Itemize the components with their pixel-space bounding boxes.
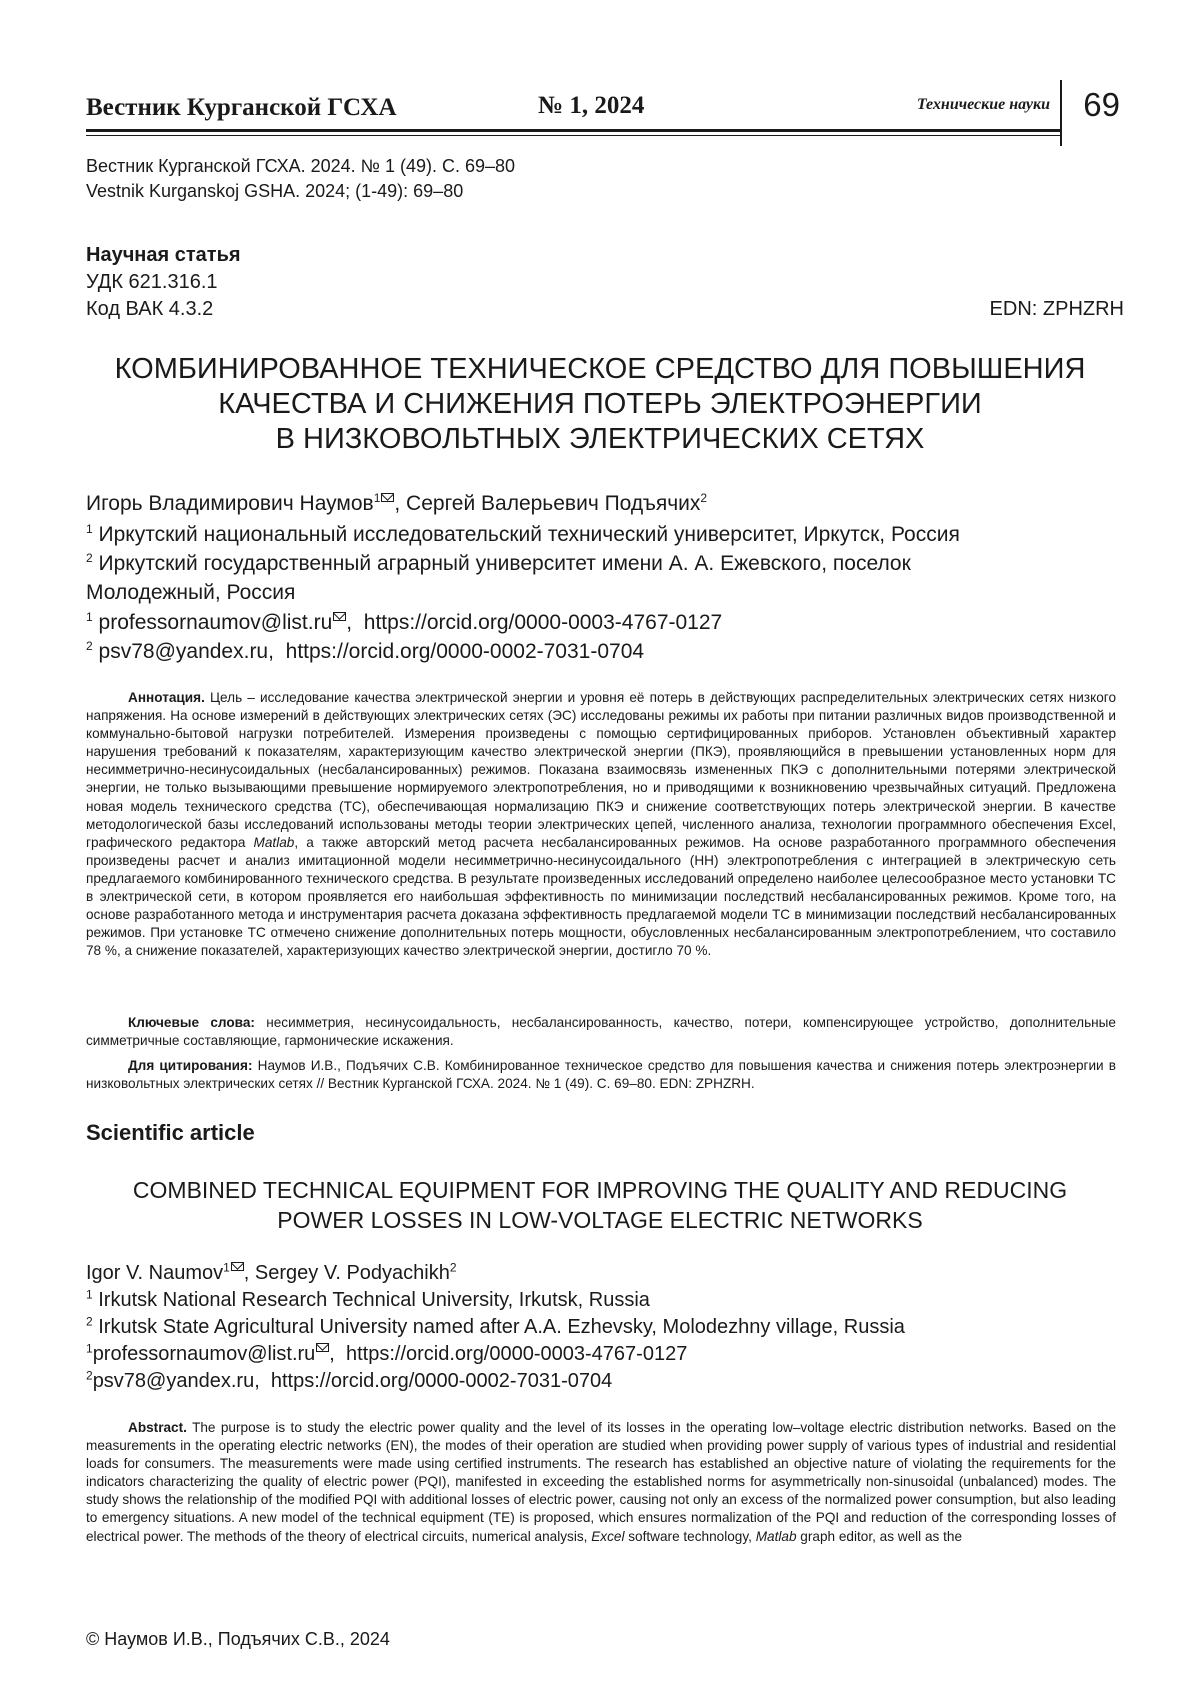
contact-sup: 1 xyxy=(86,610,93,624)
author-1-name-en: Igor V. Naumov xyxy=(86,1262,224,1284)
cite-ru xyxy=(86,1057,1116,1093)
email-1-en[interactable]: professornaumov@list.ru xyxy=(92,1343,316,1365)
contact-sup: 2 xyxy=(86,1368,93,1383)
contacts-ru-1: $^1$ professornaumov@list.ru , https://orcid.org/0000-0003-4767-0127 xyxy=(86,610,723,634)
affiliation-en-1 xyxy=(86,1289,650,1312)
orcid-1[interactable]: https://orcid.org/0000-0003-4767-0127 xyxy=(363,611,723,634)
affiliation-text: Иркутский государственный аграрный университет имени А. А. Ежевского, поселок xyxy=(98,552,911,575)
running-header xyxy=(86,80,1126,132)
author-2-name-en: Sergey V. Podyachikh xyxy=(254,1262,450,1284)
abstract-ru-label: Аннотация. xyxy=(128,690,205,705)
authors-ru xyxy=(86,492,707,516)
affiliation-ru-2 xyxy=(86,552,911,576)
abstract-en-text-3: graph editor, as well as the xyxy=(800,1528,963,1544)
contacts-en-1: $^1$professornaumov@list.ru , https://orcid.org/0000-0003-4767-0127 xyxy=(86,1341,688,1365)
author-2-sup-en: 2 xyxy=(449,1260,457,1275)
cite-ru-label: Для цитирования: xyxy=(128,1058,253,1073)
section-name: Технические науки xyxy=(916,96,1050,113)
udc-code: УДК 621.316.1 xyxy=(86,271,218,293)
title-ru xyxy=(60,352,1140,457)
affiliation-ru-1 xyxy=(86,523,960,547)
authors-separator-en: , xyxy=(243,1262,255,1284)
title-ru-line: КАЧЕСТВА И СНИЖЕНИЯ ПОТЕРЬ ЭЛЕКТРОЭНЕРГИИ xyxy=(218,388,982,420)
affiliation-en-2 xyxy=(86,1316,905,1339)
envelope-icon xyxy=(333,612,346,621)
contact-sup: 1 xyxy=(86,1341,93,1356)
title-en xyxy=(60,1175,1140,1235)
cite-ru-text: Наумов И.В., Подъячих С.В. Комбинированное техническое средство для повышения качества и снижения потерь электроэнергии в низковольтных электрических сетях // Вестник Курганской ГСХА. 2024. № 1 (49). С. 69–80. EDN: ZPHZRH. xyxy=(86,1058,1116,1092)
header-rule-thick xyxy=(86,129,1062,132)
author-2-name: Сергей Валерьевич Подъячих xyxy=(406,492,701,515)
contacts-ru-2: $^2$ psv78@yandex.ru, https://orcid.org/0000-0002-7031-0704 xyxy=(86,639,645,663)
affiliation-text: Irkutsk National Research Technical University, Irkutsk, Russia xyxy=(98,1289,650,1311)
affiliation-text: Irkutsk State Agricultural University named after A.A. Ezhevsky, Molodezhny village, Russia xyxy=(98,1316,905,1338)
abstract-en-text: The purpose is to study the electric power quality and the level of its losses in the operating low–voltage electric distribution networks. Based on the measurements in the operating electric networks (EN), the modes of their operation are studied when providing power supply of various types of industrial and residential loads for consumers. The measurements were made using certified instruments. The research has established an objective nature of violating the requirements for the indicators characterizing the quality of electric power (PQI), manifested in exceeding the established norms for asymmetrically non-sinusoidal (unbalanced) modes. The study shows the relationship of the modified PQI with additional losses of electric power, causing not only an excess of the normalized power consumption, but also leading to emergency situations. A new model of the technical equipment (TE) is proposed, which ensures normalization of the PQI and reduction of the corresponding losses of electrical power. The methods of the theory of electrical circuits, numerical analysis, xyxy=(86,1420,1117,1544)
affiliation-sup: 1 xyxy=(86,522,93,536)
envelope-icon xyxy=(316,1343,329,1352)
abstract-en-text-2: software technology, xyxy=(628,1528,752,1544)
affiliation-sup: 2 xyxy=(86,1314,93,1329)
author-2-sup: 2 xyxy=(700,491,708,505)
author-1-sup-en: 1 xyxy=(223,1260,230,1275)
keywords-ru-text: несимметрия, несинусоидальность, несбалансированность, качество, потери, компенсирующее устройство, дополнительные симметричные составляющие, гармонические искажения. xyxy=(86,1015,1116,1049)
title-ru-line: КОМБИНИРОВАННОЕ ТЕХНИЧЕСКОЕ СРЕДСТВО ДЛЯ ПОВЫШЕНИЯ xyxy=(114,353,1086,385)
orcid-2-en[interactable]: https://orcid.org/0000-0002-7031-0704 xyxy=(270,1370,613,1392)
title-en-line: POWER LOSSES IN LOW-VOLTAGE ELECTRIC NETWORKS xyxy=(277,1207,923,1233)
email-1[interactable]: professornaumov@list.ru xyxy=(98,611,333,634)
author-1-name: Игорь Владимирович Наумов xyxy=(86,492,374,515)
email-2[interactable]: psv78@yandex.ru xyxy=(98,640,269,663)
email-2-en[interactable]: psv78@yandex.ru xyxy=(92,1370,255,1392)
keywords-ru-label: Ключевые слова: xyxy=(128,1015,255,1030)
abstract-ru-text-2: , а также авторский метод расчета несбалансированных режимов. На основе разработанного программного обеспечения произведены расчет и анализ имитационной модели несимметрично-несинусоидального (НН) электропотребления с интеграцией в электрическую сеть предлагаемого комбинированного технического средства. В результате произведенных исследований определено наиболее целесообразное место установки ТС в электрической сети, в котором проявляется его наибольшая эффективность по минимизации последствий несбалансированных режимов. Кроме того, на основе разработанного метода и инструментария расчета доказана эффективность предлагаемой модели ТС в минимизации последствий несбалансированных режимов. При установке ТС отмечено снижение дополнительных потерь мощности, обусловленных несбалансированным электропотреблением, что составило 78 %, а снижение показателей, характеризующих качество электрической энергии, достигло 70 %. xyxy=(86,834,1116,959)
contacts-en-2: $^2$psv78@yandex.ru, https://orcid.org/0000-0002-7031-0704 xyxy=(86,1368,613,1392)
vak-code: Код ВАК 4.3.2 xyxy=(86,298,214,320)
header-rule-thin xyxy=(86,135,1062,136)
orcid-1-en[interactable]: https://orcid.org/0000-0003-4767-0127 xyxy=(345,1343,688,1365)
abstract-ru-italic: Matlab xyxy=(253,834,295,850)
article-type: Научная статья xyxy=(86,244,241,266)
citation-en: Vestnik Kurganskoj GSHA. 2024; (1-49): 69–80 xyxy=(86,181,464,201)
journal-name: Вестник Курганской ГСХА xyxy=(86,94,397,121)
envelope-icon xyxy=(231,1262,244,1271)
page-number: 69 xyxy=(1083,86,1120,123)
affiliation-text: Иркутский национальный исследовательский технический университет, Иркутск, Россия xyxy=(98,523,960,546)
edn-code: EDN: ZPHZRH xyxy=(989,298,1124,320)
envelope-icon xyxy=(381,493,394,502)
author-1-sup: 1 xyxy=(373,491,381,505)
orcid-2[interactable]: https://orcid.org/0000-0002-7031-0704 xyxy=(285,640,645,663)
abstract-en xyxy=(86,1419,1116,1546)
affiliation-sup: 2 xyxy=(86,551,93,565)
authors-separator: , xyxy=(394,492,407,515)
abstract-en-italic-2: Matlab xyxy=(755,1528,797,1544)
contact-sup: 2 xyxy=(86,639,93,653)
copyright: © Наумов И.В., Подъячих С.В., 2024 xyxy=(86,1629,390,1649)
article-type-en: Scientific article xyxy=(86,1120,255,1145)
issue-number: № 1, 2024 xyxy=(538,92,645,119)
citation-ru: Вестник Курганской ГСХА. 2024. № 1 (49). С. 69–80 xyxy=(86,156,516,176)
abstract-en-italic-1: Excel xyxy=(591,1528,625,1544)
keywords-ru xyxy=(86,1014,1116,1050)
authors-en xyxy=(86,1262,457,1285)
affiliation-sup: 1 xyxy=(86,1287,93,1302)
abstract-ru xyxy=(86,689,1116,960)
title-en-line: COMBINED TECHNICAL EQUIPMENT FOR IMPROVING THE QUALITY AND REDUCING xyxy=(132,1177,1068,1203)
affiliation-ru-2-cont: Молодежный, Россия xyxy=(86,581,296,604)
abstract-en-label: Abstract. xyxy=(128,1420,187,1435)
header-divider xyxy=(1060,80,1062,146)
title-ru-line: В НИЗКОВОЛЬТНЫХ ЭЛЕКТРИЧЕСКИХ СЕТЯХ xyxy=(275,423,925,455)
abstract-ru-text: Цель – исследование качества электрической энергии и уровня её потерь в действующих распределительных электрических сетях низкого напряжения. На основе измерений в действующих электрических сетях (ЭС) исследованы режимы их работы при питании различных видов производственной и коммунально-бытовой нагрузки потребителей. Измерения произведены с помощью сертифицированных приборов. Установлен объективный характер нарушения требований к показателям, характеризующим качество электрической энергии (ПКЭ), проявляющийся в превышении установленных норм для несимметрично-несинусоидальных (несбалансированных) режимов. Показана взаимосвязь измененных ПКЭ с дополнительными потерями электрической энергии, не только вызывающими превышение нормируемого электропотребления, но и приводящими к возникновению чрезвычайных ситуаций. Предложена новая модель технического средства (ТС), обеспечивающая нормализацию ПКЭ и снижение соответствующих потерь электрической энергии. В качестве методологической базы исследований использованы методы теории электрических цепей, численного анализа, технологии программного обеспечения Excel, графического редактора xyxy=(86,690,1116,850)
